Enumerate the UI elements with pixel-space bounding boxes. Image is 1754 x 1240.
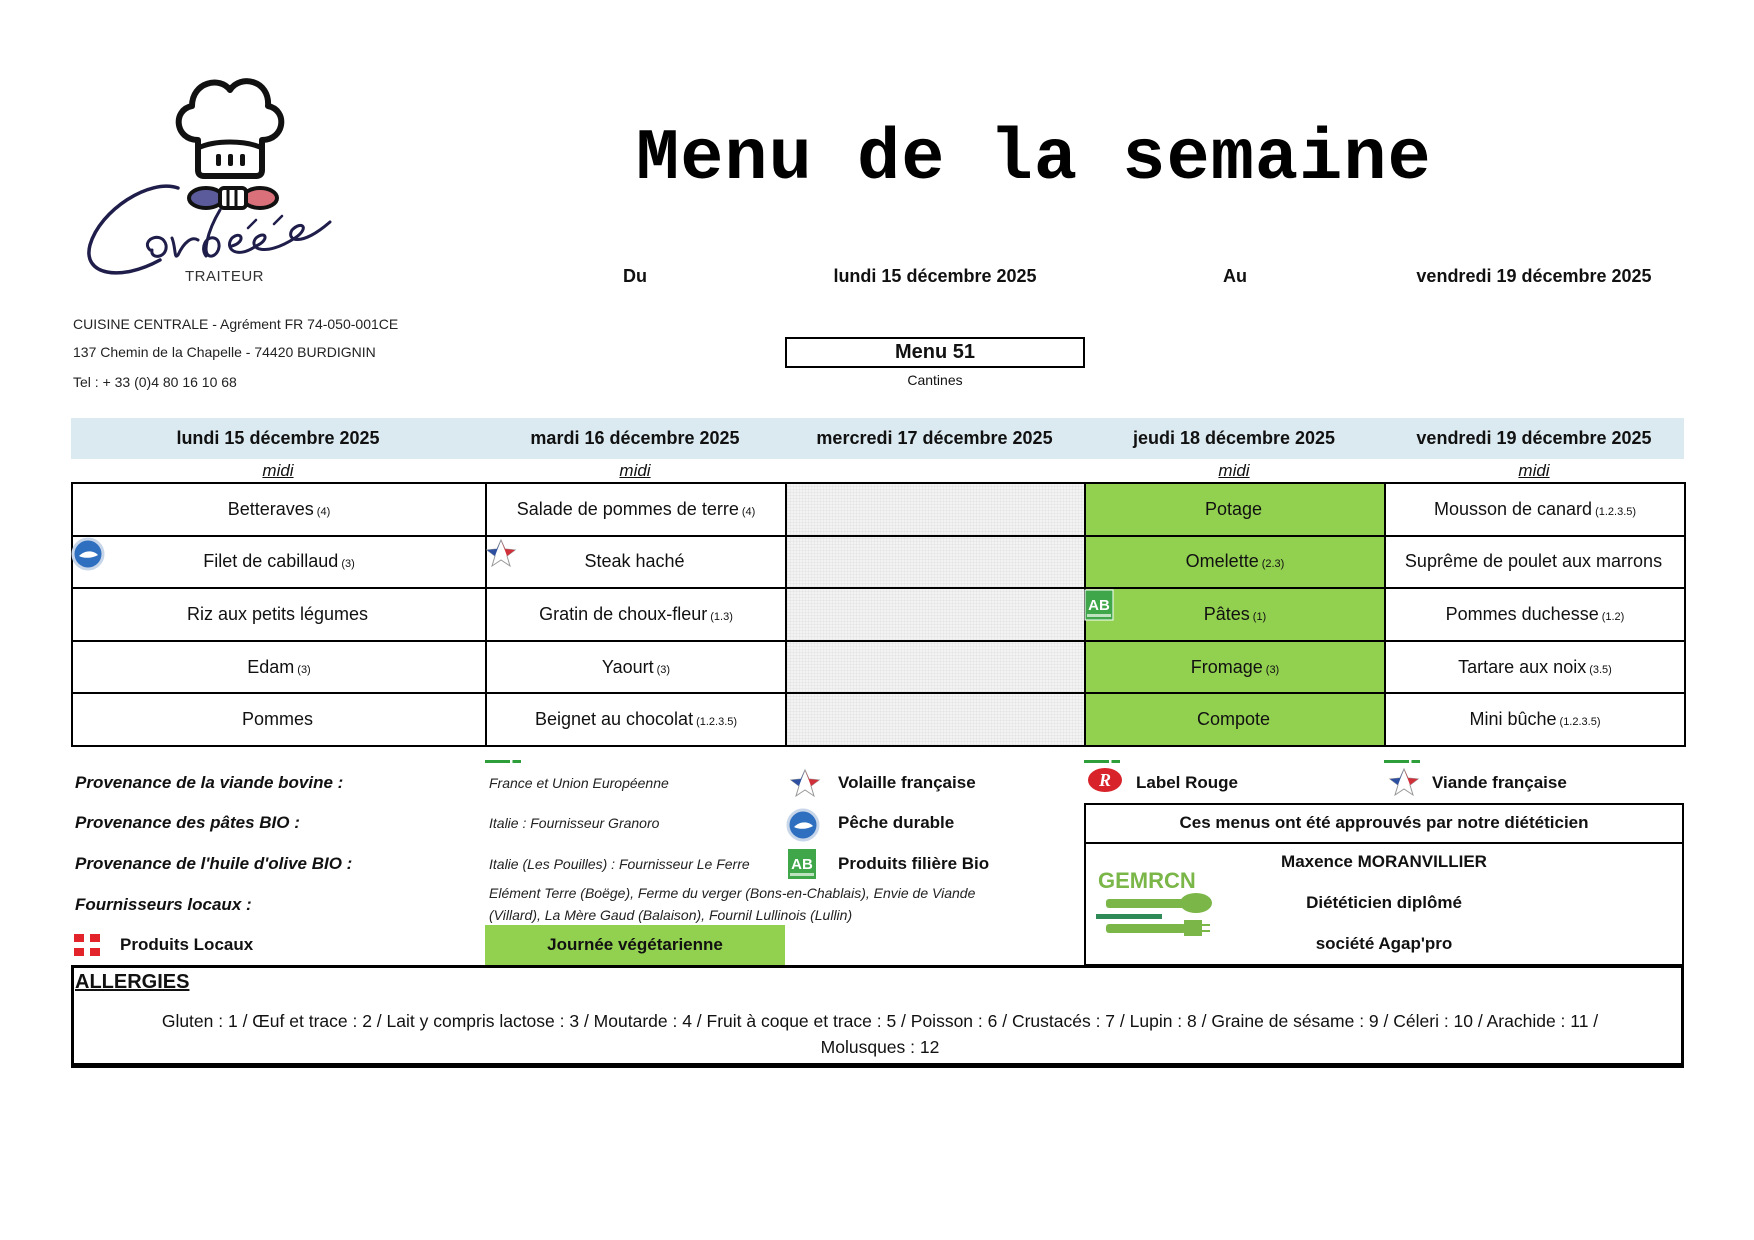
dish-name: Suprême de poulet aux marrons — [1404, 551, 1663, 572]
peche-durable-icon — [786, 808, 820, 847]
menu-cell — [486, 483, 786, 536]
dish-name: Omelette — [1185, 551, 1259, 572]
allergen-codes: (1.2.3.5) — [696, 716, 738, 729]
provenance-label-pasta: Provenance des pâtes BIO : — [75, 813, 300, 832]
dish-name: Edam — [247, 656, 295, 677]
allergen-codes: (3) — [297, 663, 311, 676]
menu-cell-empty — [786, 483, 1085, 536]
menu-type: Cantines — [907, 372, 963, 388]
decorative-tick — [1384, 760, 1420, 763]
day-header-monday: lundi 15 décembre 2025 — [176, 428, 380, 448]
menu-cell-empty — [786, 588, 1085, 641]
day-header-friday: vendredi 19 décembre 2025 — [1416, 428, 1652, 448]
allergen-codes: (1.3) — [710, 610, 733, 623]
cordee-traiteur-logo — [80, 70, 380, 290]
service-friday: midi — [1518, 461, 1550, 480]
label-viande-francaise: Viande française — [1432, 773, 1567, 792]
allergen-codes: (4) — [316, 505, 331, 518]
bio-ab-icon — [787, 848, 817, 885]
dietitian-name: Maxence MORANVILLIER — [1281, 852, 1487, 871]
menu-cell — [1085, 693, 1385, 746]
dish-name: Mini bûche — [1469, 709, 1557, 730]
menu-cell-empty — [786, 693, 1085, 746]
allergen-codes: (3) — [656, 663, 671, 676]
svg-text:AB: AB — [791, 856, 813, 873]
service-thursday: midi — [1218, 461, 1250, 480]
menu-cell — [1385, 641, 1685, 694]
day-header-tuesday: mardi 16 décembre 2025 — [530, 428, 740, 448]
table-row-main — [72, 536, 1685, 589]
allergen-codes: (1.2.3.5) — [1595, 505, 1637, 518]
svg-text:R: R — [1098, 770, 1112, 790]
label-peche-durable: Pêche durable — [838, 813, 955, 832]
allergies-title: ALLERGIES — [75, 971, 190, 993]
service-tuesday: midi — [619, 461, 651, 480]
dish-name: Compote — [1196, 709, 1271, 730]
dish-name: Steak haché — [584, 551, 685, 572]
menu-cell — [1385, 693, 1685, 746]
menu-cell — [72, 641, 486, 694]
table-row-starter — [72, 483, 1685, 536]
dish-name: Pommes — [241, 709, 313, 730]
bio-ab-icon — [1084, 589, 1114, 626]
menu-cell — [1385, 483, 1685, 536]
dish-name: Salade de pommes de terre — [516, 498, 739, 519]
volaille-francaise-icon — [788, 767, 822, 804]
table-row-side — [72, 588, 1685, 641]
label-produits-bio: Produits filière Bio — [838, 854, 990, 873]
logo-subtitle: TRAITEUR — [185, 268, 264, 285]
dish-name: Pâtes — [1203, 603, 1250, 624]
dish-name: Tartare aux noix — [1458, 656, 1587, 677]
dish-name: Gratin de choux-fleur — [539, 603, 708, 624]
menu-cell-empty — [786, 536, 1085, 589]
provenance-value-local-line2: (Villard), La Mère Gaud (Balaison), Fournil Lullinois (Lullin) — [489, 907, 853, 923]
to-date: vendredi 19 décembre 2025 — [1416, 266, 1652, 286]
svg-text:AB: AB — [1088, 597, 1110, 615]
chef-hat-icon — [80, 70, 380, 290]
day-header-thursday: jeudi 18 décembre 2025 — [1132, 428, 1336, 448]
allergen-codes: (3.5) — [1589, 663, 1612, 676]
peche-durable-icon — [71, 537, 105, 576]
decorative-tick — [485, 760, 521, 763]
menu-cell — [1085, 588, 1385, 641]
allergen-codes: (3) — [341, 558, 355, 571]
to-label: Au — [1223, 266, 1247, 286]
allergen-codes: (1.2) — [1601, 610, 1625, 623]
label-rouge-icon — [1087, 766, 1123, 799]
menu-cell — [1385, 536, 1685, 589]
menu-cell-empty — [786, 641, 1085, 694]
dish-name: Potage — [1204, 498, 1263, 519]
menu-cell — [486, 536, 786, 589]
allergen-codes: (1) — [1252, 610, 1267, 623]
allergies-legend — [90, 1008, 1670, 1060]
menu-cell — [72, 588, 486, 641]
menu-table — [71, 482, 1686, 747]
menu-cell — [72, 536, 486, 589]
company-phone: Tel : + 33 (0)4 80 16 10 68 — [73, 374, 237, 390]
allergen-codes: (4) — [741, 505, 756, 518]
provenance-label-oil: Provenance de l'huile d'olive BIO : — [75, 854, 353, 873]
allergies-line-1: Gluten : 1 / Œuf et trace : 2 / Lait y compris lactose : 3 / Moutarde : 4 / Fruit à coque et trace : 5 / Poisson : 6 / Crustacés : 7 / Lupin : 8 / Graine de sésame : 9 / Céleri : 10 / Arachide : 11 / — [161, 1011, 1599, 1031]
dish-name: Beignet au chocolat — [534, 709, 694, 730]
menu-cell — [486, 588, 786, 641]
allergies-line-2: Molusques : 12 — [820, 1037, 940, 1057]
menu-cell — [1085, 536, 1385, 589]
menu-number: Menu 51 — [785, 337, 1085, 368]
dish-name: Yaourt — [601, 656, 654, 677]
table-row-dairy — [72, 641, 1685, 694]
menu-cell — [1385, 588, 1685, 641]
menu-cell — [486, 641, 786, 694]
company-address: 137 Chemin de la Chapelle - 74420 BURDIGNIN — [73, 344, 376, 360]
allergen-codes: (3) — [1265, 663, 1280, 676]
dietitian-company: société Agap'pro — [1315, 934, 1453, 953]
label-volaille-francaise: Volaille française — [838, 773, 976, 792]
menu-cell — [72, 693, 486, 746]
dish-name: Fromage — [1190, 656, 1263, 677]
label-label-rouge: Label Rouge — [1136, 773, 1239, 792]
provenance-label-beef: Provenance de la viande bovine : — [75, 773, 344, 792]
day-header-wednesday: mercredi 17 décembre 2025 — [816, 428, 1053, 448]
menu-cell — [72, 483, 486, 536]
viande-francaise-icon — [485, 537, 517, 574]
svg-text:GEMRCN: GEMRCN — [1098, 868, 1196, 893]
dish-name: Mousson de canard — [1433, 498, 1593, 519]
menu-cell — [1085, 483, 1385, 536]
vegetarian-day-legend: Journée végétarienne — [485, 925, 785, 965]
company-agrement: CUISINE CENTRALE - Agrément FR 74-050-001CE — [73, 316, 399, 332]
dish-name: Betteraves — [227, 498, 314, 519]
provenance-value-local-line1: Elément Terre (Boëge), Ferme du verger (Bons-en-Chablais), Envie de Viande — [489, 885, 976, 901]
from-date: lundi 15 décembre 2025 — [833, 266, 1037, 286]
provenance-label-local: Fournisseurs locaux : — [75, 895, 252, 914]
page-title: Menu de la semaine — [636, 118, 1432, 200]
dish-name: Pommes duchesse — [1445, 603, 1599, 624]
provenance-value-oil: Italie (Les Pouilles) : Fournisseur Le Ferre — [489, 856, 750, 872]
label-produits-locaux: Produits Locaux — [120, 935, 254, 954]
dish-name: Filet de cabillaud — [203, 551, 339, 572]
savoie-flag-icon — [74, 934, 100, 961]
dietitian-title: Diététicien diplômé — [1306, 893, 1462, 912]
from-label: Du — [623, 266, 647, 286]
allergen-codes: (2.3) — [1261, 558, 1285, 571]
viande-francaise-icon — [1387, 766, 1421, 803]
service-monday: midi — [262, 461, 294, 480]
provenance-value-beef: France et Union Européenne — [489, 775, 669, 791]
dietitian-heading: Ces menus ont été approuvés par notre diététicien — [1084, 803, 1684, 844]
table-row-dessert — [72, 693, 1685, 746]
dish-name: Riz aux petits légumes — [186, 603, 369, 624]
menu-cell — [486, 693, 786, 746]
provenance-value-pasta: Italie : Fournisseur Granoro — [489, 815, 660, 831]
allergen-codes: (1.2.3.5) — [1559, 716, 1601, 729]
decorative-tick — [1084, 760, 1120, 763]
menu-cell — [1085, 641, 1385, 694]
